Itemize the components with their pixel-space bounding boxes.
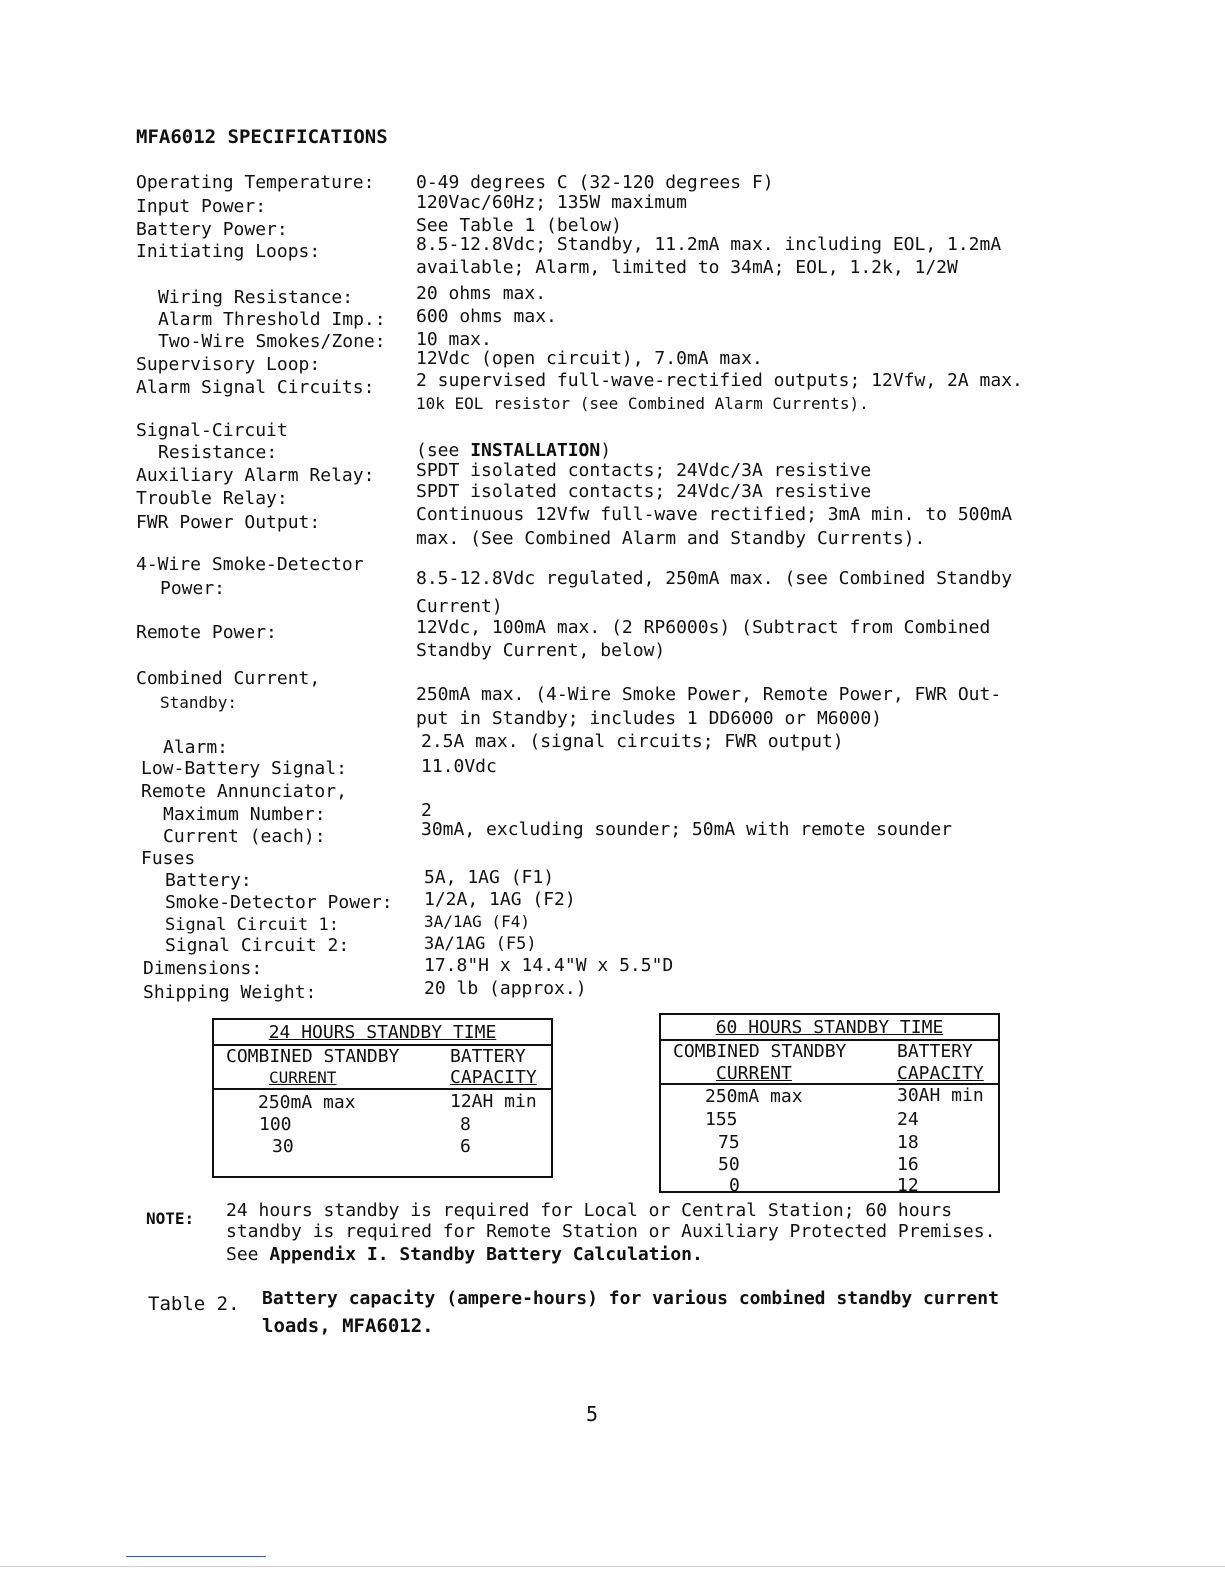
spec-label: Operating Temperature: <box>136 172 375 193</box>
spec-label: 4-Wire Smoke-Detector <box>136 554 364 575</box>
spec-value: 30mA, excluding sounder; 50mA with remote sounder <box>421 819 953 840</box>
divider <box>214 1088 551 1090</box>
spec-value: 3A/1AG (F5) <box>424 934 537 954</box>
spec-label: Signal-Circuit <box>136 420 288 441</box>
spec-value: 3A/1AG (F4) <box>424 912 530 931</box>
value-text: (see <box>416 440 471 461</box>
spec-label: Dimensions: <box>143 958 263 979</box>
spec-label: Smoke-Detector Power: <box>165 892 393 913</box>
spec-value: SPDT isolated contacts; 24Vdc/3A resistive <box>416 460 872 481</box>
spec-value: 12Vdc (open circuit), 7.0mA max. <box>416 348 763 369</box>
column-header: CURRENT <box>269 1068 337 1087</box>
spec-label: Battery: <box>165 870 252 891</box>
table-60-hours-standby <box>659 1013 1000 1196</box>
caption-text: Battery capacity (ampere-hours) for various combined standby current <box>262 1288 999 1309</box>
spec-label: Current (each): <box>163 826 326 847</box>
spec-value-continued: available; Alarm, limited to 34mA; EOL, 1.2k, 1/2W <box>416 257 958 278</box>
spec-label: Fuses <box>141 848 196 869</box>
table-cell: 6 <box>460 1136 471 1157</box>
spec-label-continued: Power: <box>160 578 226 599</box>
column-header: CAPACITY <box>450 1067 537 1088</box>
spec-label: Signal Circuit 2: <box>165 935 350 956</box>
spec-value: 20 ohms max. <box>416 283 547 304</box>
spec-value: See Table 1 (below) <box>416 215 622 236</box>
spec-value: 10 max. <box>416 329 492 350</box>
spec-label: Remote Annunciator, <box>141 781 347 802</box>
spec-label: Alarm Threshold Imp.: <box>158 309 386 330</box>
table-cell: 18 <box>897 1132 919 1153</box>
caption-text: loads, MFA6012. <box>262 1315 434 1337</box>
table-cell: 12AH min <box>450 1091 537 1112</box>
value-text: ) <box>600 440 612 461</box>
spec-label: Shipping Weight: <box>143 982 317 1003</box>
spec-value: 600 ohms max. <box>416 306 557 327</box>
spec-value-continued: Current) <box>416 596 503 617</box>
page-title: MFA6012 SPECIFICATIONS <box>136 126 388 148</box>
spec-label: Auxiliary Alarm Relay: <box>136 465 375 486</box>
spec-value: 2 <box>421 800 432 821</box>
table-cell: 16 <box>897 1154 919 1175</box>
table-cell: 30 <box>272 1136 294 1157</box>
spec-value-continued: 10k EOL resistor (see Combined Alarm Currents). <box>416 394 869 413</box>
spec-value-continued: Standby Current, below) <box>416 640 666 661</box>
column-header: COMBINED STANDBY <box>226 1046 400 1067</box>
table-cell: 250mA max <box>258 1092 356 1113</box>
spec-label: Alarm Signal Circuits: <box>136 377 375 398</box>
table-cell: 250mA max <box>705 1086 803 1107</box>
spec-label-continued: Resistance: <box>158 442 278 463</box>
spec-value-continued: max. (See Combined Alarm and Standby Currents). <box>416 528 926 549</box>
spec-value: 1/2A, 1AG (F2) <box>424 889 576 910</box>
spec-label: Wiring Resistance: <box>158 287 354 308</box>
spec-value: 11.0Vdc <box>421 756 497 777</box>
spec-label-continued: Standby: <box>160 693 238 712</box>
spec-value: 17.8"H x 14.4"W x 5.5"D <box>424 955 674 976</box>
column-header: COMBINED STANDBY <box>673 1041 847 1062</box>
table-cell: 0 <box>729 1175 740 1196</box>
table-24-hours-standby <box>212 1018 553 1178</box>
note-text: standby is required for Remote Station or Auxiliary Protected Premises. <box>226 1221 996 1242</box>
column-header: BATTERY <box>897 1041 973 1062</box>
table-cell: 30AH min <box>897 1085 984 1106</box>
column-header: CURRENT <box>716 1063 792 1084</box>
spec-label: Two-Wire Smokes/Zone: <box>158 331 386 352</box>
spec-value <box>416 440 611 462</box>
spec-value-continued: put in Standby; includes 1 DD6000 or M6000) <box>416 708 882 729</box>
table-cell: 100 <box>259 1114 292 1135</box>
spec-label: Combined Current, <box>136 668 321 689</box>
table-cell: 50 <box>718 1154 740 1175</box>
spec-value: SPDT isolated contacts; 24Vdc/3A resistive <box>416 481 872 502</box>
table-cell: 24 <box>897 1109 919 1130</box>
spec-label: Initiating Loops: <box>136 241 321 262</box>
spec-label: Alarm: <box>163 737 229 758</box>
column-header: BATTERY <box>450 1046 526 1067</box>
table-cell: 155 <box>705 1109 738 1130</box>
column-header: CAPACITY <box>897 1063 984 1084</box>
spec-value: 120Vac/60Hz; 135W maximum <box>416 192 687 213</box>
spec-value: 20 lb (approx.) <box>424 978 587 999</box>
spec-label: Input Power: <box>136 196 267 217</box>
spec-label: Battery Power: <box>136 219 288 240</box>
spec-label: Low-Battery Signal: <box>141 758 347 779</box>
note-text-prefix: See <box>226 1244 270 1265</box>
page-edge-divider <box>0 1566 1225 1567</box>
spec-label: Maximum Number: <box>163 804 326 825</box>
page-number: 5 <box>586 1402 599 1426</box>
page-edge-mark <box>126 1556 266 1557</box>
spec-label: FWR Power Output: <box>136 512 321 533</box>
spec-value: 250mA max. (4-Wire Smoke Power, Remote Power, FWR Out- <box>416 684 1002 705</box>
table-title: 60 HOURS STANDBY TIME <box>715 1017 944 1038</box>
spec-value: Continuous 12Vfw full-wave rectified; 3mA min. to 500mA <box>416 504 1013 525</box>
note-label: NOTE: <box>146 1209 195 1228</box>
spec-value: 2 supervised full-wave-rectified outputs; 12Vfw, 2A max. <box>416 370 1023 391</box>
spec-label: Trouble Relay: <box>136 488 288 509</box>
spec-label: Remote Power: <box>136 622 277 643</box>
appendix-reference: Appendix I. Standby Battery Calculation. <box>269 1244 703 1265</box>
spec-value: 12Vdc, 100mA max. (2 RP6000s) (Subtract from Combined <box>416 617 991 638</box>
note-text: 24 hours standby is required for Local or Central Station; 60 hours <box>226 1200 953 1221</box>
spec-label: Signal Circuit 1: <box>165 915 339 935</box>
installation-ref: INSTALLATION <box>470 440 601 461</box>
table-cell: 75 <box>718 1132 740 1153</box>
table-title: 24 HOURS STANDBY TIME <box>268 1022 497 1043</box>
note-text <box>226 1244 703 1266</box>
caption-label: Table 2. <box>148 1293 240 1315</box>
spec-value: 8.5-12.8Vdc regulated, 250mA max. (see Combined Standby <box>416 568 1013 589</box>
table-cell: 12 <box>897 1175 919 1196</box>
spec-value: 5A, 1AG (F1) <box>424 867 555 888</box>
table-cell: 8 <box>460 1114 471 1135</box>
spec-label: Supervisory Loop: <box>136 354 321 375</box>
spec-value: 0-49 degrees C (32-120 degrees F) <box>416 172 774 193</box>
spec-value: 8.5-12.8Vdc; Standby, 11.2mA max. including EOL, 1.2mA <box>416 234 1002 255</box>
spec-value: 2.5A max. (signal circuits; FWR output) <box>421 731 844 752</box>
